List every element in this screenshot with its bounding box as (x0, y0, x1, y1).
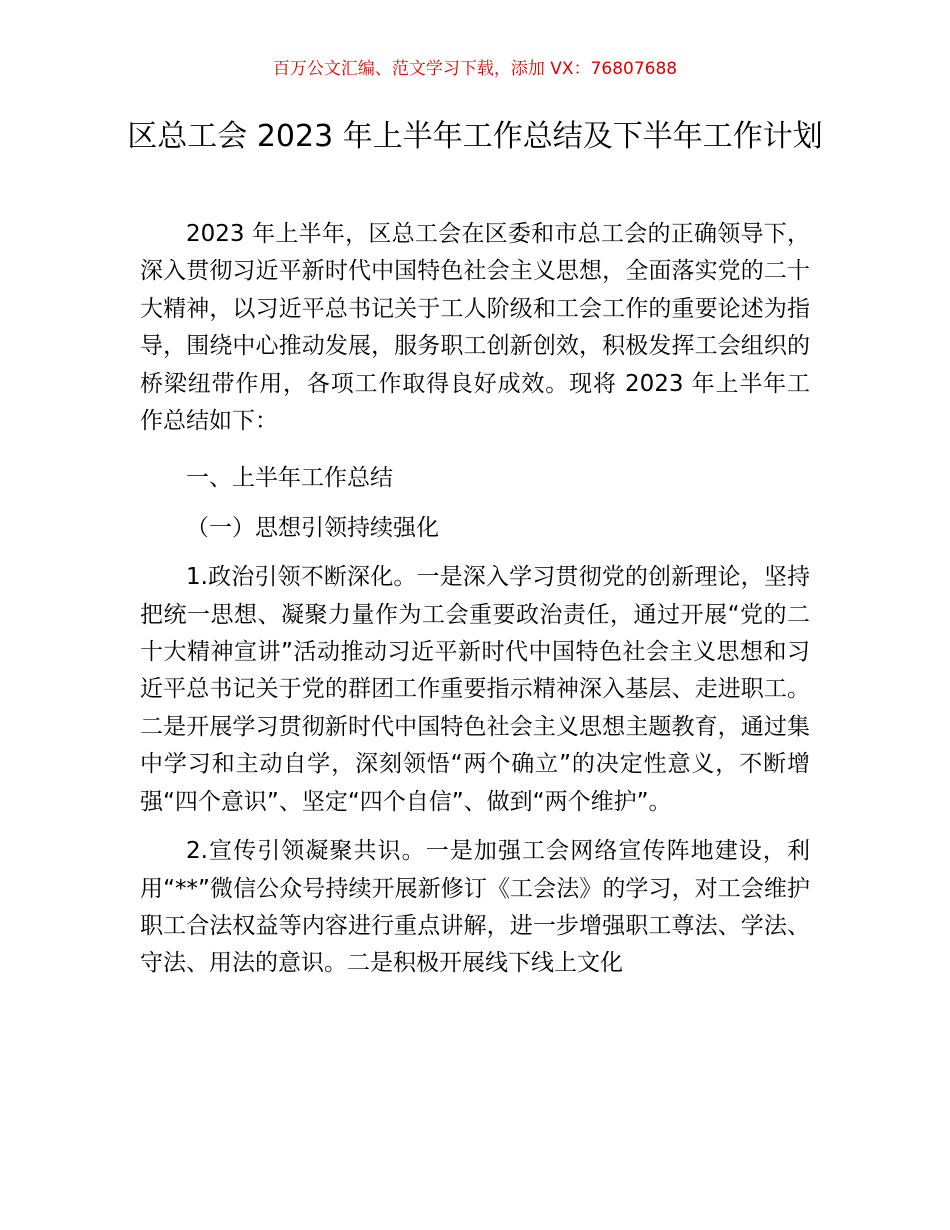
document-title: 区总工会 2023 年上半年工作总结及下半年工作计划 (127, 119, 823, 154)
subsection-heading: （一）思想引领持续强化 (186, 514, 439, 541)
watermark-banner: 百万公文汇编、范文学习下载，添加 VX：76807688 (272, 59, 678, 79)
document-body (140, 216, 810, 983)
intro-paragraph: 2023 年上半年，区总工会在区委和市总工会的正确领导下，深入贯彻习近平新时代中国特色社会主义思想，全面落实党的二十大精神，以习近平总书记关于工人阶级和工会工作的重要论述为指导，围绕中心推动发展，服务职工创新创效，积极发挥工会组织的桥梁纽带作用，各项工作取得良好成效。现将 2023 年上半年工作总结如下： (140, 221, 810, 435)
section-heading: 一、上半年工作总结 (186, 465, 393, 492)
body-paragraph-publicity: 2.宣传引领凝聚共识。一是加强工会网络宣传阵地建设，利用“**”微信公众号持续开展新修订《工会法》的学习，对工会维护职工合法权益等内容进行重点讲解，进一步增强职工尊法、学法、守法、用法的意识。二是积极开展线下线上文化 (140, 838, 810, 977)
body-paragraph-political: 1.政治引领不断深化。一是深入学习贯彻党的创新理论，坚持把统一思想、凝聚力量作为工会重要政治责任，通过开展“党的二十大精神宣讲”活动推动习近平新时代中国特色社会主义思想和习近平总书记关于党的群团工作重要指示精神深入基层、走进职工。二是开展学习贯彻新时代中国特色社会主义思想主题教育，通过集中学习和主动自学，深刻领悟“两个确立”的决定性意义，不断增强“四个意识”、坚定“四个自信”、做到“两个维护”。 (140, 564, 810, 815)
